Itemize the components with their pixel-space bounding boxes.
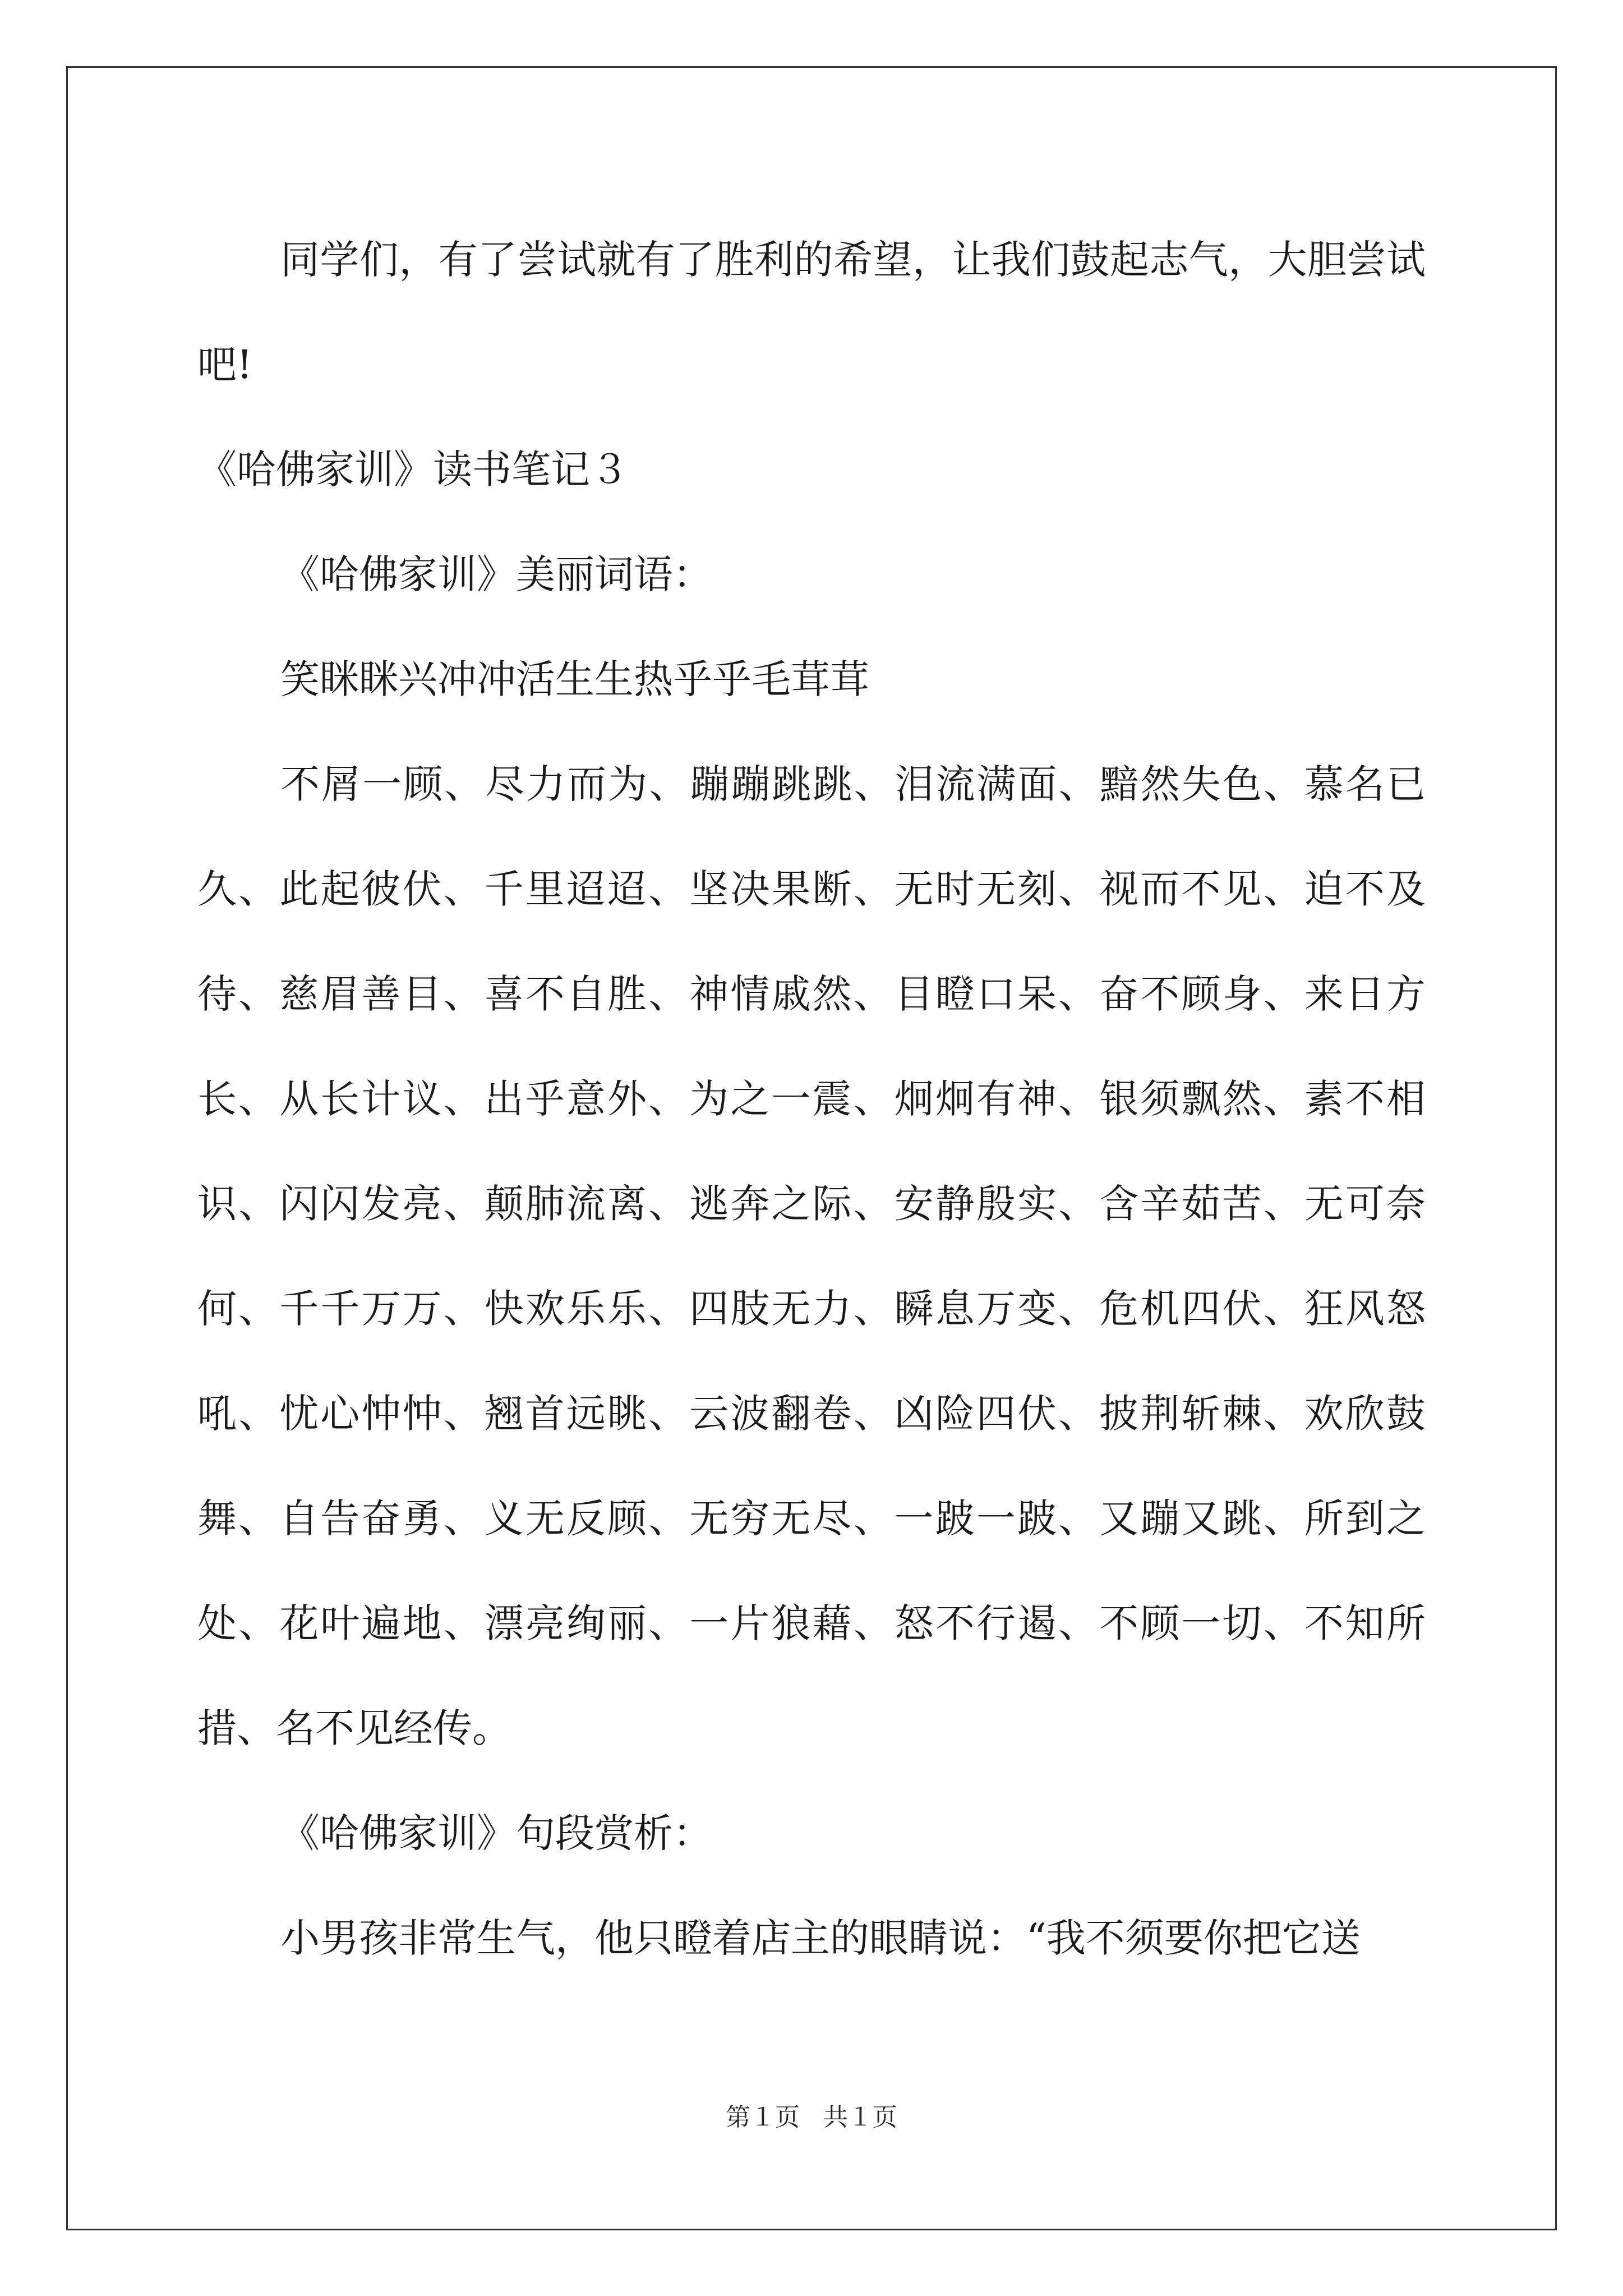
reduplicated-words-line: 笑眯眯兴冲冲活生生热乎乎毛茸茸: [280, 656, 869, 702]
closing-paragraph: 同学们，有了尝试就有了胜利的希望，让我们鼓起志气，大胆尝试吧!: [197, 237, 1426, 388]
document-body: [197, 208, 1426, 1991]
passage-paragraph: 小男孩非常生气，他只瞪着店主的眼睛说：“我不须要你把它送: [280, 1915, 1361, 1961]
page-number: 第１页: [726, 2103, 800, 2132]
idioms-paragraph: 不屑一顾、尽力而为、蹦蹦跳跳、泪流满面、黯然失色、慕名已久、此起彼伏、千里迢迢、坚决果断、无时无刻、视而不见、迫不及待、慈眉善目、喜不自胜、神情戚然、目瞪口呆、奋不顾身、来日方长、从长计议、出乎意外、为之一震、炯炯有神、银须飘然、素不相识、闪闪发亮、颠肺流离、逃奔之际、安静殷实、含辛茹苦、无可奈何、千千万万、快欢乐乐、四肢无力、瞬息万变、危机四伏、狂风怒吼、忧心忡忡、翘首远眺、云波翻卷、凶险四伏、披荆斩棘、欢欣鼓舞、自告奋勇、义无反顾、无穷无尽、一跛一跛、又蹦又跳、所到之处、花叶遍地、漂亮绚丽、一片狼藉、怒不行遏、不顾一切、不知所措、名不见经传。: [197, 761, 1426, 1751]
page-total: 共１页: [823, 2103, 897, 2132]
subheading-beautiful-words: 《哈佛家训》美丽词语：: [280, 551, 712, 597]
subheading-passage-analysis: 《哈佛家训》句段赏析：: [280, 1810, 712, 1856]
section-title: 《哈佛家训》读书笔记３: [197, 447, 629, 493]
page-footer: [0, 2097, 1623, 2133]
